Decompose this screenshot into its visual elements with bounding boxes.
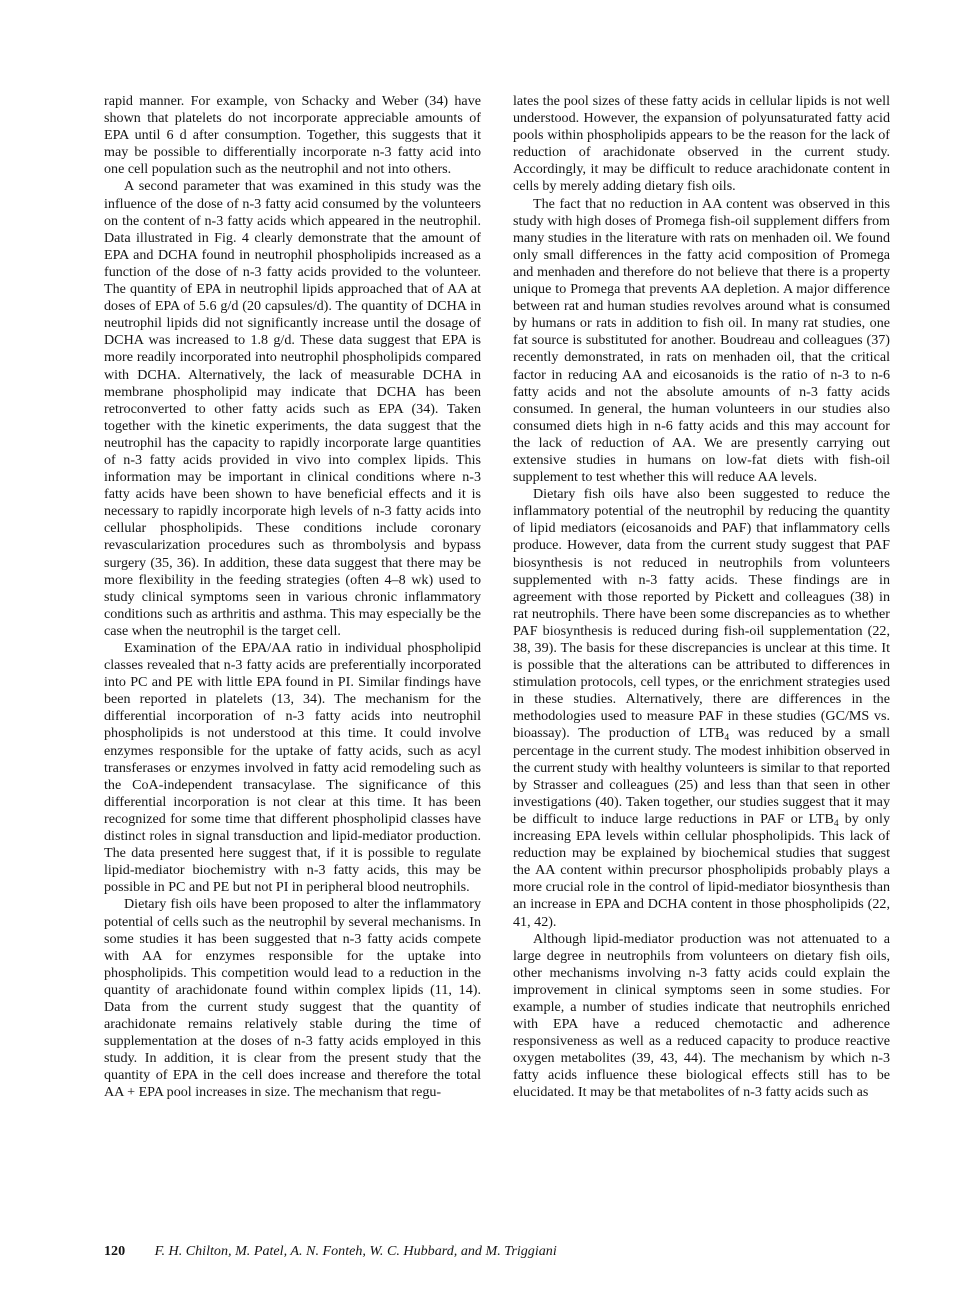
paragraph-text: was reduced by a small percentage in the current study. The modest inhibition observed in the current study with healthy volunteers is similar to that reported by Strasser and colleagues (25) and less than that seen in other investigations (40). Taken together, our studies suggest that it may be difficult to induce large reductions in PAF or LTB — [513, 725, 890, 827]
paragraph: lates the pool sizes of these fatty acids in cellular lipids is not well understood. However, the expansion of polyunsaturated fatty acid pools within phospholipids appears to be the reason for the lack of reduction of arachidonate observed in the current study. Accordingly, it may be difficult to reduce arachidonate content in cells by merely adding dietary fish oils. — [513, 93, 890, 195]
paragraph: Examination of the EPA/AA ratio in individual phospholipid classes revealed that n-3 fatty acids are preferentially incorporated into PC and PE with little EPA found in PI. Similar findings have been reported in platelets (13, 34). The mechanism for the differential incorporation of n-3 fatty acids into neutrophil phospholipids is not understood at this time. It could involve enzymes responsible for the uptake of fatty acids, such as acyl transferases or enzymes involved in fatty acid remodeling such as the CoA-independent transacylase. The significance of this differential incorporation is not clear at this time. It has been recognized for some time that different phospholipid classes have distinct roles in signal transduction and lipid-mediator production. The data presented here suggest that, if it is possible to regulate lipid-mediator biochemistry with n-3 fatty acids, this may be possible in PC and PE but not PI in peripheral blood neutrophils. — [104, 640, 481, 896]
paragraph: The fact that no reduction in AA content was observed in this study with high doses of Promega fish-oil supplement differs from many studies in the literature with rats on menhaden oil. We found only small differences in the fatty acid composition of Promega and menhaden and therefore do not believe that there is a property unique to Promega that prevents AA depletion. A major difference between rat and human studies revolves around what is consumed by humans or rats in addition to fish oil. In many rat studies, one fat source is substituted for another. Boudreau and colleagues (37) recently demonstrated, in rats on menhaden oil, that the critical factor in reducing AA and eicosanoids is the ratio of n-3 to n-6 fatty acids and not the absolute amounts of n-3 fatty acids consumed. In general, the human volunteers in our studies also consumed diets high in n-6 fatty acids and this may account for the lack of reduction of AA. We are presently carrying out extensive studies in humans on low-fat diets with fish-oil supplement to test whether this will reduce AA levels. — [513, 195, 890, 486]
page-footer — [104, 1242, 884, 1260]
subscript: 4 — [833, 818, 839, 829]
left-column — [104, 93, 481, 1102]
running-authors: F. H. Chilton, M. Patel, A. N. Fonteh, W. C. Hubbard, and M. Triggiani — [154, 1243, 557, 1259]
paragraph: A second parameter that was examined in this study was the influence of the dose of n-3 fatty acid consumed by the volunteers on the content of n-3 fatty acids which appeared in the neutrophil. Data illustrated in Fig. 4 clearly demonstrate that the amount of EPA and DCHA found in neutrophil phospholipids increased as a function of the dose of n-3 fatty acids provided to the volunteer. The quantity of EPA in neutrophil lipids approached that of AA at doses of EPA of 5.6 g/d (20 capsules/d). The quantity of DCHA in neutrophil lipids did not significantly increase until the dosage of DCHA was increased to 1.8 g/d. These data suggest that EPA is more readily incorporated into neutrophil phospholipids compared with DCHA. Alternatively, the lack of measurable DCHA in membrane phospholipid may indicate that DCHA has been retroconverted to other fatty acids such as EPA (34). Taken together with the kinetic experiments, the data suggest that the neutrophil has the capacity to rapidly incorporate large quantities of n-3 fatty acids provided in vivo into complex lipids. This information may be important in clinical conditions where n-3 fatty acids have been shown to have beneficial effects and it is necessary to rapidly incorporate high levels of n-3 fatty acids into cellular phospholipids. These conditions include coronary revascularization procedures such as thrombolysis and bypass surgery (35, 36). In addition, these data suggest that there may be more flexibility in the feeding strategies (often 4–8 wk) used to study clinical symptoms seen in various chronic inflammatory conditions such as arthritis and asthma. This may especially be the case when the neutrophil is the target cell. — [104, 178, 481, 639]
paragraph-text: Dietary fish oils have also been suggested to reduce the inflammatory potential of the neutrophil by reducing the quantity of lipid mediators (eicosanoids and PAF) that inflammatory cells produce. However, data from the current study suggest that PAF biosynthesis is not reduced in neutrophils from volunteers supplemented with n-3 fatty acids. These findings are in agreement with those reported by Pickett and colleagues (38) in rat neutrophils. There have been some discrepancies as to whether PAF biosynthesis is reduced during fish-oil supplementation (22, 38, 39). The basis for these discrepancies is unclear at this time. It is possible that the alterations can be attributed to differences in stimulation protocols, cell types, or the enrichment strategies used in these studies. Alternatively, there are differences in the methodologies used to measure PAF in these studies (GC/MS vs. bioassay). The production of LTB — [513, 486, 890, 742]
page-number: 120 — [104, 1243, 126, 1259]
paragraph-ltb4 — [513, 486, 890, 930]
subscript: 4 — [724, 733, 730, 744]
paragraph: Although lipid-mediator production was not attenuated to a large degree in neutrophils from volunteers on dietary fish oils, other mechanisms involving n-3 fatty acids could explain the improvement in clinical symptoms seen in some studies. For example, a number of studies indicate that neutrophils enriched with EPA have a reduced chemotactic and adherence responsiveness as well as a reduced capacity to produce reactive oxygen metabolites (39, 43, 44). The mechanism by which n-3 fatty acids influence these biological effects still has to be elucidated. It may be that metabolites of n-3 fatty acids such as — [513, 930, 890, 1101]
paragraph-text: by only increasing EPA levels within cellular phospholipids. This lack of reduction may be explained by biochemical studies that suggest the AA content within precursor phospholipids probably plays a more crucial role in the control of lipid-mediator biosynthesis than an increase in EPA and DCHA content in those phospholipids (22, 41, 42). — [513, 810, 890, 930]
right-column — [513, 93, 890, 1102]
paragraph: Dietary fish oils have been proposed to alter the inflammatory potential of cells such as the neutrophil by several mechanisms. In some studies it has been suggested that n-3 fatty acids compete with AA for enzymes responsible for the uptake into phospholipids. This competition would lead to a reduction in the quantity of arachidonate found within complex lipids (11, 14). Data from the current study suggest that the quantity of arachidonate remains relatively stable during the time of supplementation at the doses of n-3 fatty acids employed in this study. In addition, it is clear from the present study that the quantity of EPA in the cell does increase and therefore the total AA + EPA pool increases in size. The mechanism that regu- — [104, 896, 481, 1101]
paragraph: rapid manner. For example, von Schacky and Weber (34) have shown that platelets do not incorporate appreciable amounts of EPA until 6 d after consumption. Together, this suggests that it may be possible to differentially incorporate n-3 fatty acid into one cell population such as the neutrophil and not into others. — [104, 93, 481, 178]
